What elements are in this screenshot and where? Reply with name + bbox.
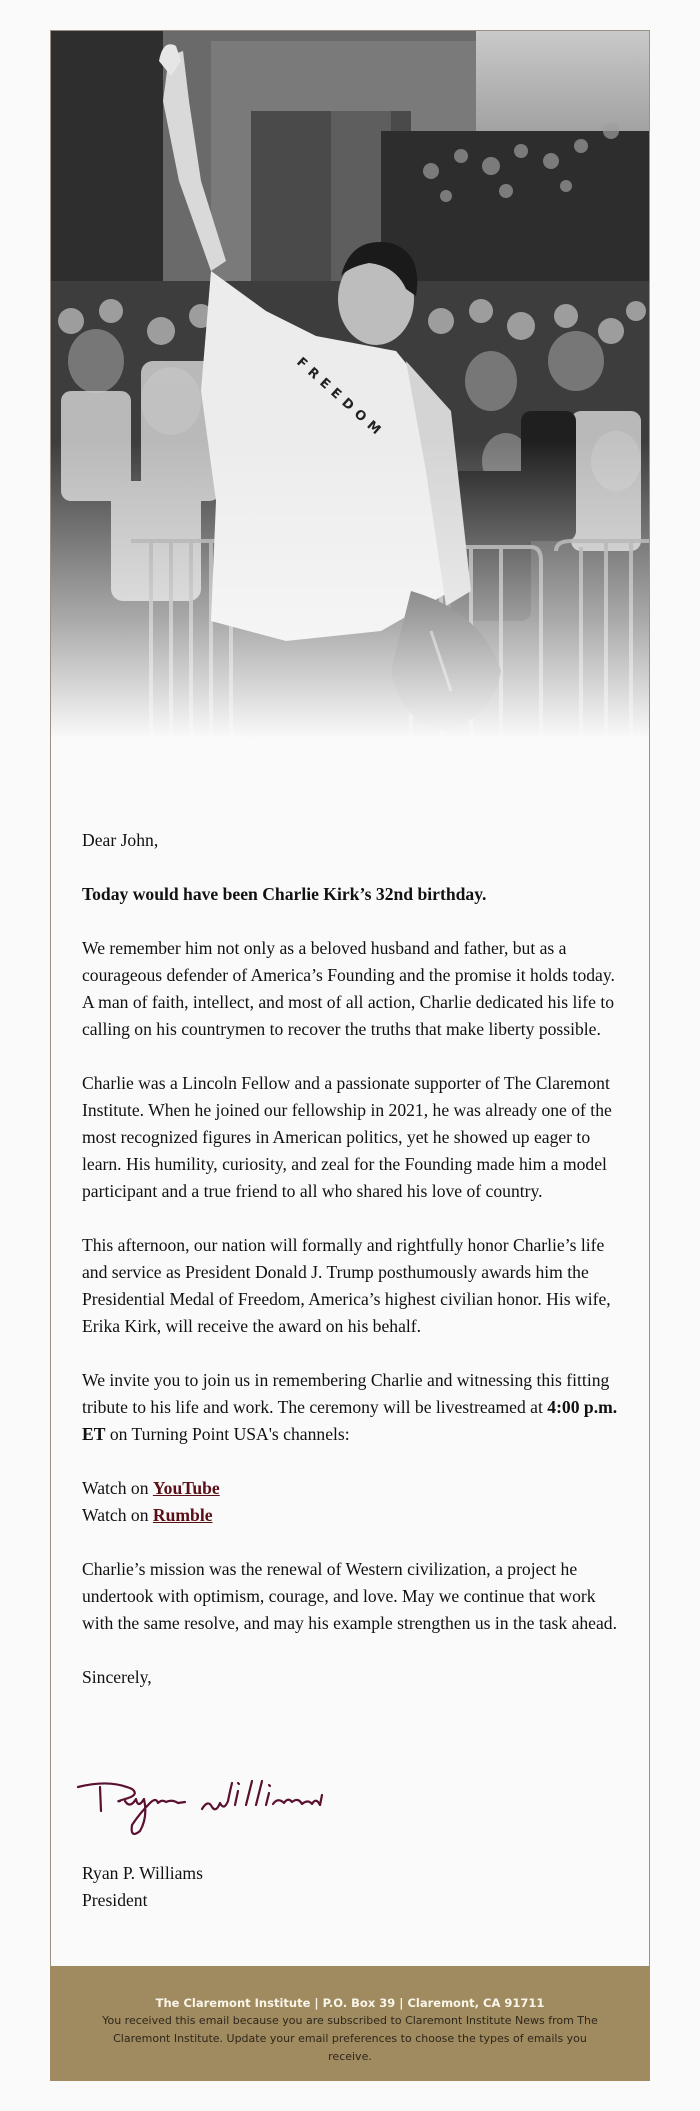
paragraph-closing: Charlie’s mission was the renewal of Western civilization, a project he undertook with optimism, courage, and love. May we continue that work with the same resolve, and may his example strengthen us in the task ahead. — [82, 1559, 617, 1633]
hero-photo-illustration — [51, 31, 649, 776]
invite-text: We invite you to join us in remembering Charlie and witnessing this fitting tribute to his life and work. The ceremony will be livestreamed at — [82, 1370, 610, 1417]
signer-block — [82, 1860, 203, 1914]
watch-prefix: Watch on — [82, 1478, 153, 1498]
signature-image — [70, 1769, 370, 1849]
watch-rumble-line — [82, 1502, 622, 1529]
invite-text-end: on Turning Point USA's channels: — [105, 1424, 350, 1444]
paragraph-medal: This afternoon, our nation will formally and rightfully honor Charlie’s life and service as President Donald J. Trump posthumously awards him the Presidential Medal of Freedom, America’s highest civilian honor. His wife, Erika Kirk, will receive the award on his behalf. — [82, 1235, 611, 1336]
footer-address: The Claremont Institute | P.O. Box 39 | Claremont, CA 91711 — [155, 1996, 545, 2010]
paragraph-invite — [82, 1367, 622, 1448]
footer — [50, 1966, 650, 2081]
rumble-link[interactable]: Rumble — [152, 1505, 213, 1525]
signer-name: Ryan P. Williams — [82, 1863, 203, 1883]
letter-body — [82, 827, 622, 1718]
signoff: Sincerely, — [82, 1667, 152, 1687]
paragraph-fellowship: Charlie was a Lincoln Fellow and a passionate supporter of The Claremont Institute. When he joined our fellowship in 2021, he was already one of the most recognized figures in American politics, yet he showed up eager to learn. His humility, curiosity, and zeal for the Founding made him a model participant and a true friend to all who shared his love of country. — [82, 1073, 612, 1201]
paragraph-remembrance: We remember him not only as a beloved husband and father, but as a courageous defender of America’s Founding and the promise it holds today. A man of faith, intellect, and most of all action, Charlie dedicated his life to calling on his countrymen to recover the truths that make liberty possible. — [82, 938, 615, 1039]
footer-notice: You received this email because you are subscribed to Claremont Institute News from The Claremont Institute. Update your email preferences to choose the types of emails you receive. — [102, 2014, 598, 2063]
watch-youtube-line — [82, 1475, 622, 1502]
livestream-time: 4:00 p.m. ET — [82, 1397, 618, 1444]
youtube-link[interactable]: YouTube — [152, 1478, 220, 1498]
email-card — [50, 30, 650, 1967]
watch-prefix: Watch on — [82, 1505, 153, 1525]
hero-photo — [51, 31, 649, 776]
headline: Today would have been Charlie Kirk’s 32nd birthday. — [82, 884, 487, 904]
signer-title: President — [82, 1890, 148, 1910]
salutation: Dear John, — [82, 830, 159, 850]
